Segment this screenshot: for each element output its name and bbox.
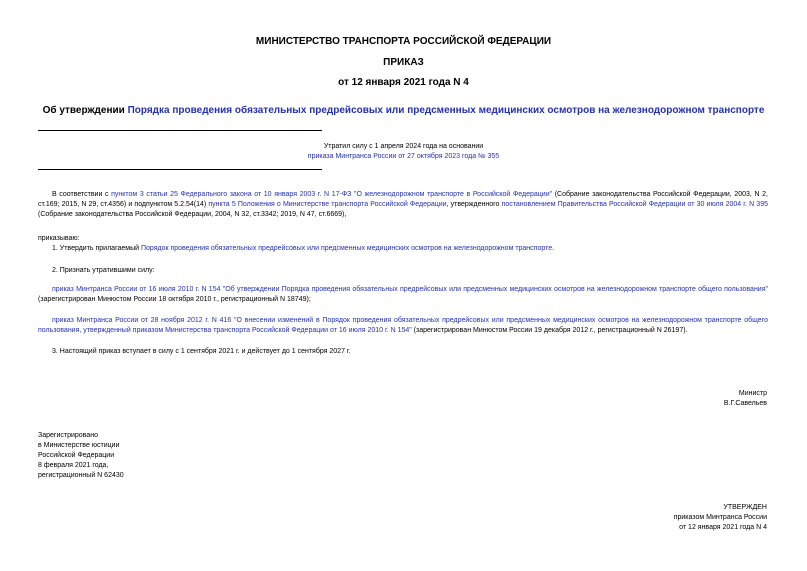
registration-line: регистрационный N 62430	[38, 472, 124, 479]
preamble-paragraph	[38, 190, 768, 220]
divider-top	[38, 130, 322, 131]
preamble-text-4: (Собрание законодательства Российской Федерации, 2004, N 32, ст.3342; 2019, N 47, ст.6669),	[38, 211, 347, 218]
status-line: Утратил силу с 1 апреля 2024 года на основании	[323, 143, 484, 150]
void-order-1	[38, 285, 768, 305]
void-order-2-text: (зарегистрирован Минюстом России 19 декабря 2012 г., регистрационный N 26197).	[411, 327, 688, 334]
approved-line: от 12 января 2021 года N 4	[679, 524, 767, 531]
void-order-1-link[interactable]: приказ Минтранса России от 16 июля 2010 г. N 154 "Об утверждении Порядка проведения обязательных предрейсовых или предсменных медицинских осмотров на железнодорожном транспорте общего пользования"	[52, 286, 768, 293]
procedure-link[interactable]: Порядок проведения обязательных предрейсовых или предсменных медицинских осмотров на железнодорожном транспорте	[140, 245, 553, 252]
title-link[interactable]: Порядка проведения обязательных предрейсовых или предсменных медицинских осмотров на железнодорожном транспорте	[127, 105, 765, 116]
approved-line: УТВЕРЖДЕН	[723, 504, 767, 511]
document-title	[0, 105, 807, 116]
registration-line: Российской Федерации	[38, 452, 115, 459]
preamble-text-1: В соответствии с	[52, 191, 112, 198]
doc-date-number: от 12 января 2021 года N 4	[338, 77, 469, 88]
signature-name: В.Г.Савельев	[723, 400, 767, 407]
item-1-end: .	[552, 245, 555, 252]
doc-type-heading: ПРИКАЗ	[383, 57, 424, 68]
status-link[interactable]: приказа Минтранса России от 27 октября 2023 года № 355	[307, 153, 500, 160]
signature-block	[724, 389, 767, 409]
registration-line: 8 февраля 2021 года,	[38, 462, 109, 469]
approved-line: приказом Минтранса России	[673, 514, 767, 521]
ministry-heading: МИНИСТЕРСТВО ТРАНСПОРТА РОССИЙСКОЙ ФЕДЕРАЦИИ	[255, 36, 552, 47]
decree-link[interactable]: постановлением Правительства Российской Федерации от 30 июля 2004 г. N 395	[501, 201, 768, 208]
status-note	[0, 142, 807, 162]
signature-role: Министр	[738, 390, 767, 397]
divider-bottom	[38, 169, 322, 170]
title-prefix: Об утверждении	[42, 105, 128, 116]
preamble-text-2: (Собрание законодательства Российской Федерации, 2003, N 2, ст.169; 2015, N 29, ст.4356) и подпунктом 5.2.54(14)	[38, 191, 769, 208]
void-order-2-link[interactable]: приказ Минтранса России от 28 ноября 2012 г. N 416 "О внесении изменений в Порядок проведения обязательных предрейсовых или предсменных медицинских осмотров на железнодорожном транспорте общего пользования, утвержденный приказом Министерства транспорта Российской Федерации от 16 июля 2010 г. N 154"	[38, 317, 768, 334]
regulation-link[interactable]: пункта 5 Положения о Министерстве транспорта Российской Федерации	[208, 201, 447, 208]
item-2: 2. Признать утратившими силу:	[52, 267, 155, 274]
preamble-text-3: , утвержденного	[446, 201, 502, 208]
law-link[interactable]: пунктом 3 статьи 25 Федерального закона от 10 января 2003 г. N 17-ФЗ "О железнодорожном транспорте в Российской Федерации"	[111, 191, 553, 198]
void-order-2	[38, 316, 768, 336]
registration-line: Зарегистрировано	[38, 432, 98, 439]
void-order-1-text: (зарегистрирован Минюстом России 18 октября 2010 г., регистрационный N 18749);	[38, 296, 311, 303]
order-word: приказываю:	[38, 235, 80, 242]
item-3: 3. Настоящий приказ вступает в силу с 1 сентября 2021 г. и действует до 1 сентября 2027 г.	[52, 348, 351, 355]
registration-line: в Министерстве юстиции	[38, 442, 120, 449]
registration-block	[38, 431, 124, 481]
item-1	[38, 244, 768, 254]
approved-block	[674, 503, 767, 533]
item-1-text: 1. Утвердить прилагаемый	[52, 245, 141, 252]
